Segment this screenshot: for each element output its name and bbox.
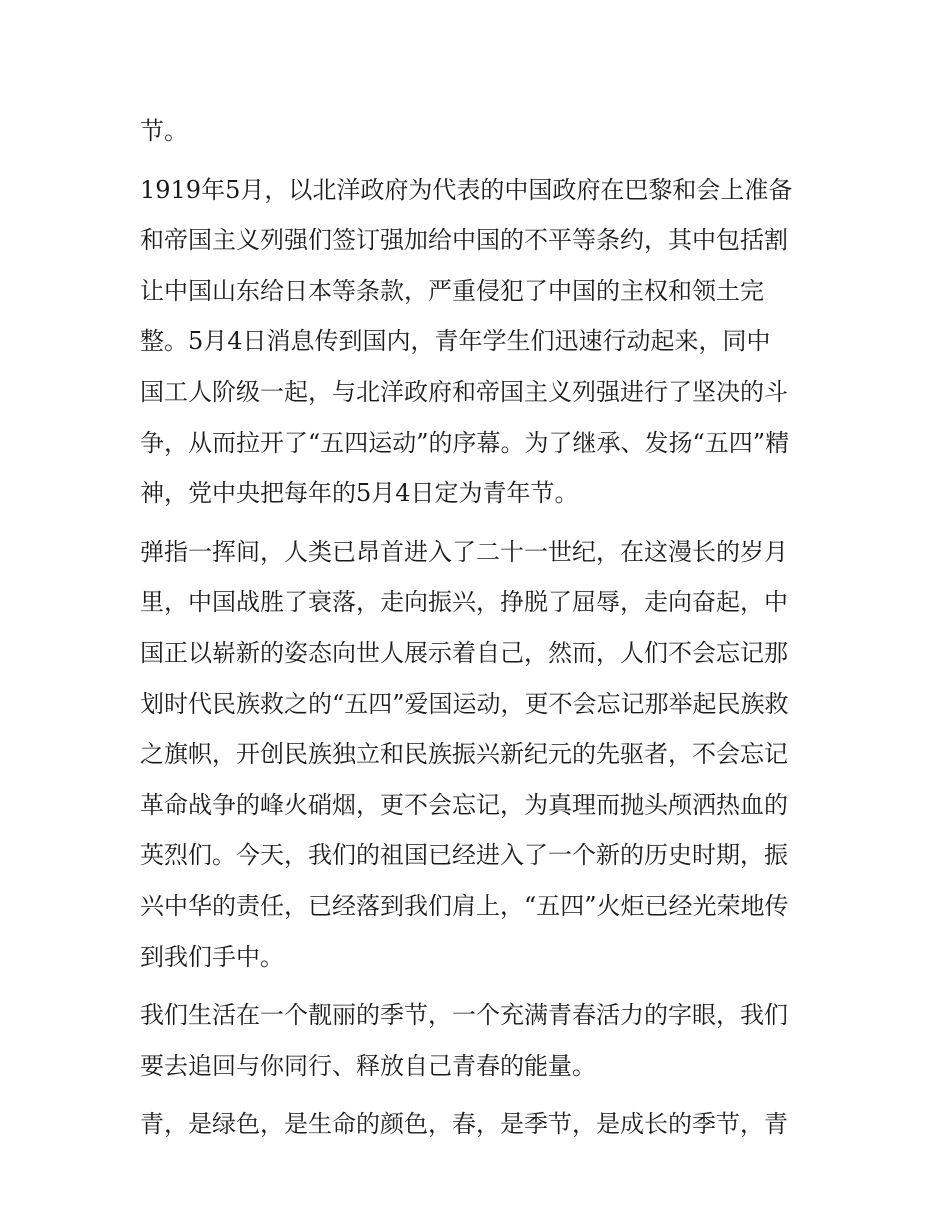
paragraph-line: 兴中华的责任，已经落到我们肩上，“五四”火炬已经光荣地传 [140,891,789,920]
paragraph-1 [140,106,820,157]
document-body [140,106,820,1150]
paragraph-gap [140,1091,820,1099]
paragraph-line: 英烈们。今天，我们的祖国已经进入了一个新的历史时期，振 [140,841,788,870]
paragraph-line: 国工人阶级一起，与北洋政府和帝国主义列强进行了坚决的斗 [140,377,788,406]
paragraph-3 [140,527,820,982]
paragraph-line: 弹指一挥间，人类已昂首进入了二十一世纪，在这漫长的岁月 [140,537,788,566]
paragraph-line: 到我们手中。 [140,942,284,971]
paragraph-line: 我们生活在一个靓丽的季节，一个充满青春活力的字眼，我们 [140,1001,788,1030]
paragraph-5 [140,1099,820,1150]
paragraph-line: 节。 [140,117,188,145]
paragraph-line: 争，从而拉开了“五四运动”的序幕。为了继承、发扬“五四”精 [140,428,790,457]
paragraph-line: 要去追回与你同行、释放自己青春的能量。 [140,1051,596,1080]
paragraph-line: 和帝国主义列强们签订强加给中国的不平等条约，其中包括割 [140,226,788,255]
paragraph-2 [140,165,820,519]
paragraph-line: 青，是绿色，是生命的颜色，春，是季节，是成长的季节，青 [140,1110,788,1139]
paragraph-gap [140,157,820,165]
paragraph-line: 神，党中央把每年的5月4日定为青年节。 [140,479,579,508]
paragraph-line: 1919年5月，以北洋政府为代表的中国政府在巴黎和会上准备 [140,175,793,204]
paragraph-gap [140,982,820,990]
paragraph-gap [140,519,820,527]
paragraph-line: 革命战争的峰火硝烟，更不会忘记，为真理而抛头颅洒热血的 [140,790,788,819]
paragraph-line: 划时代民族救之的“五四”爱国运动，更不会忘记那举起民族救 [140,689,789,718]
paragraph-line: 整。5月4日消息传到国内，青年学生们迅速行动起来，同中 [140,327,771,356]
paragraph-line: 之旗帜，开创民族独立和民族振兴新纪元的先驱者，不会忘记 [140,740,788,769]
paragraph-line: 国正以崭新的姿态向世人展示着自己，然而，人们不会忘记那 [140,638,788,667]
paragraph-line: 让中国山东给日本等条款，严重侵犯了中国的主权和领土完 [140,276,764,305]
paragraph-4 [140,990,820,1091]
paragraph-line: 里，中国战胜了衰落，走向振兴，挣脱了屈辱，走向奋起，中 [140,588,788,617]
